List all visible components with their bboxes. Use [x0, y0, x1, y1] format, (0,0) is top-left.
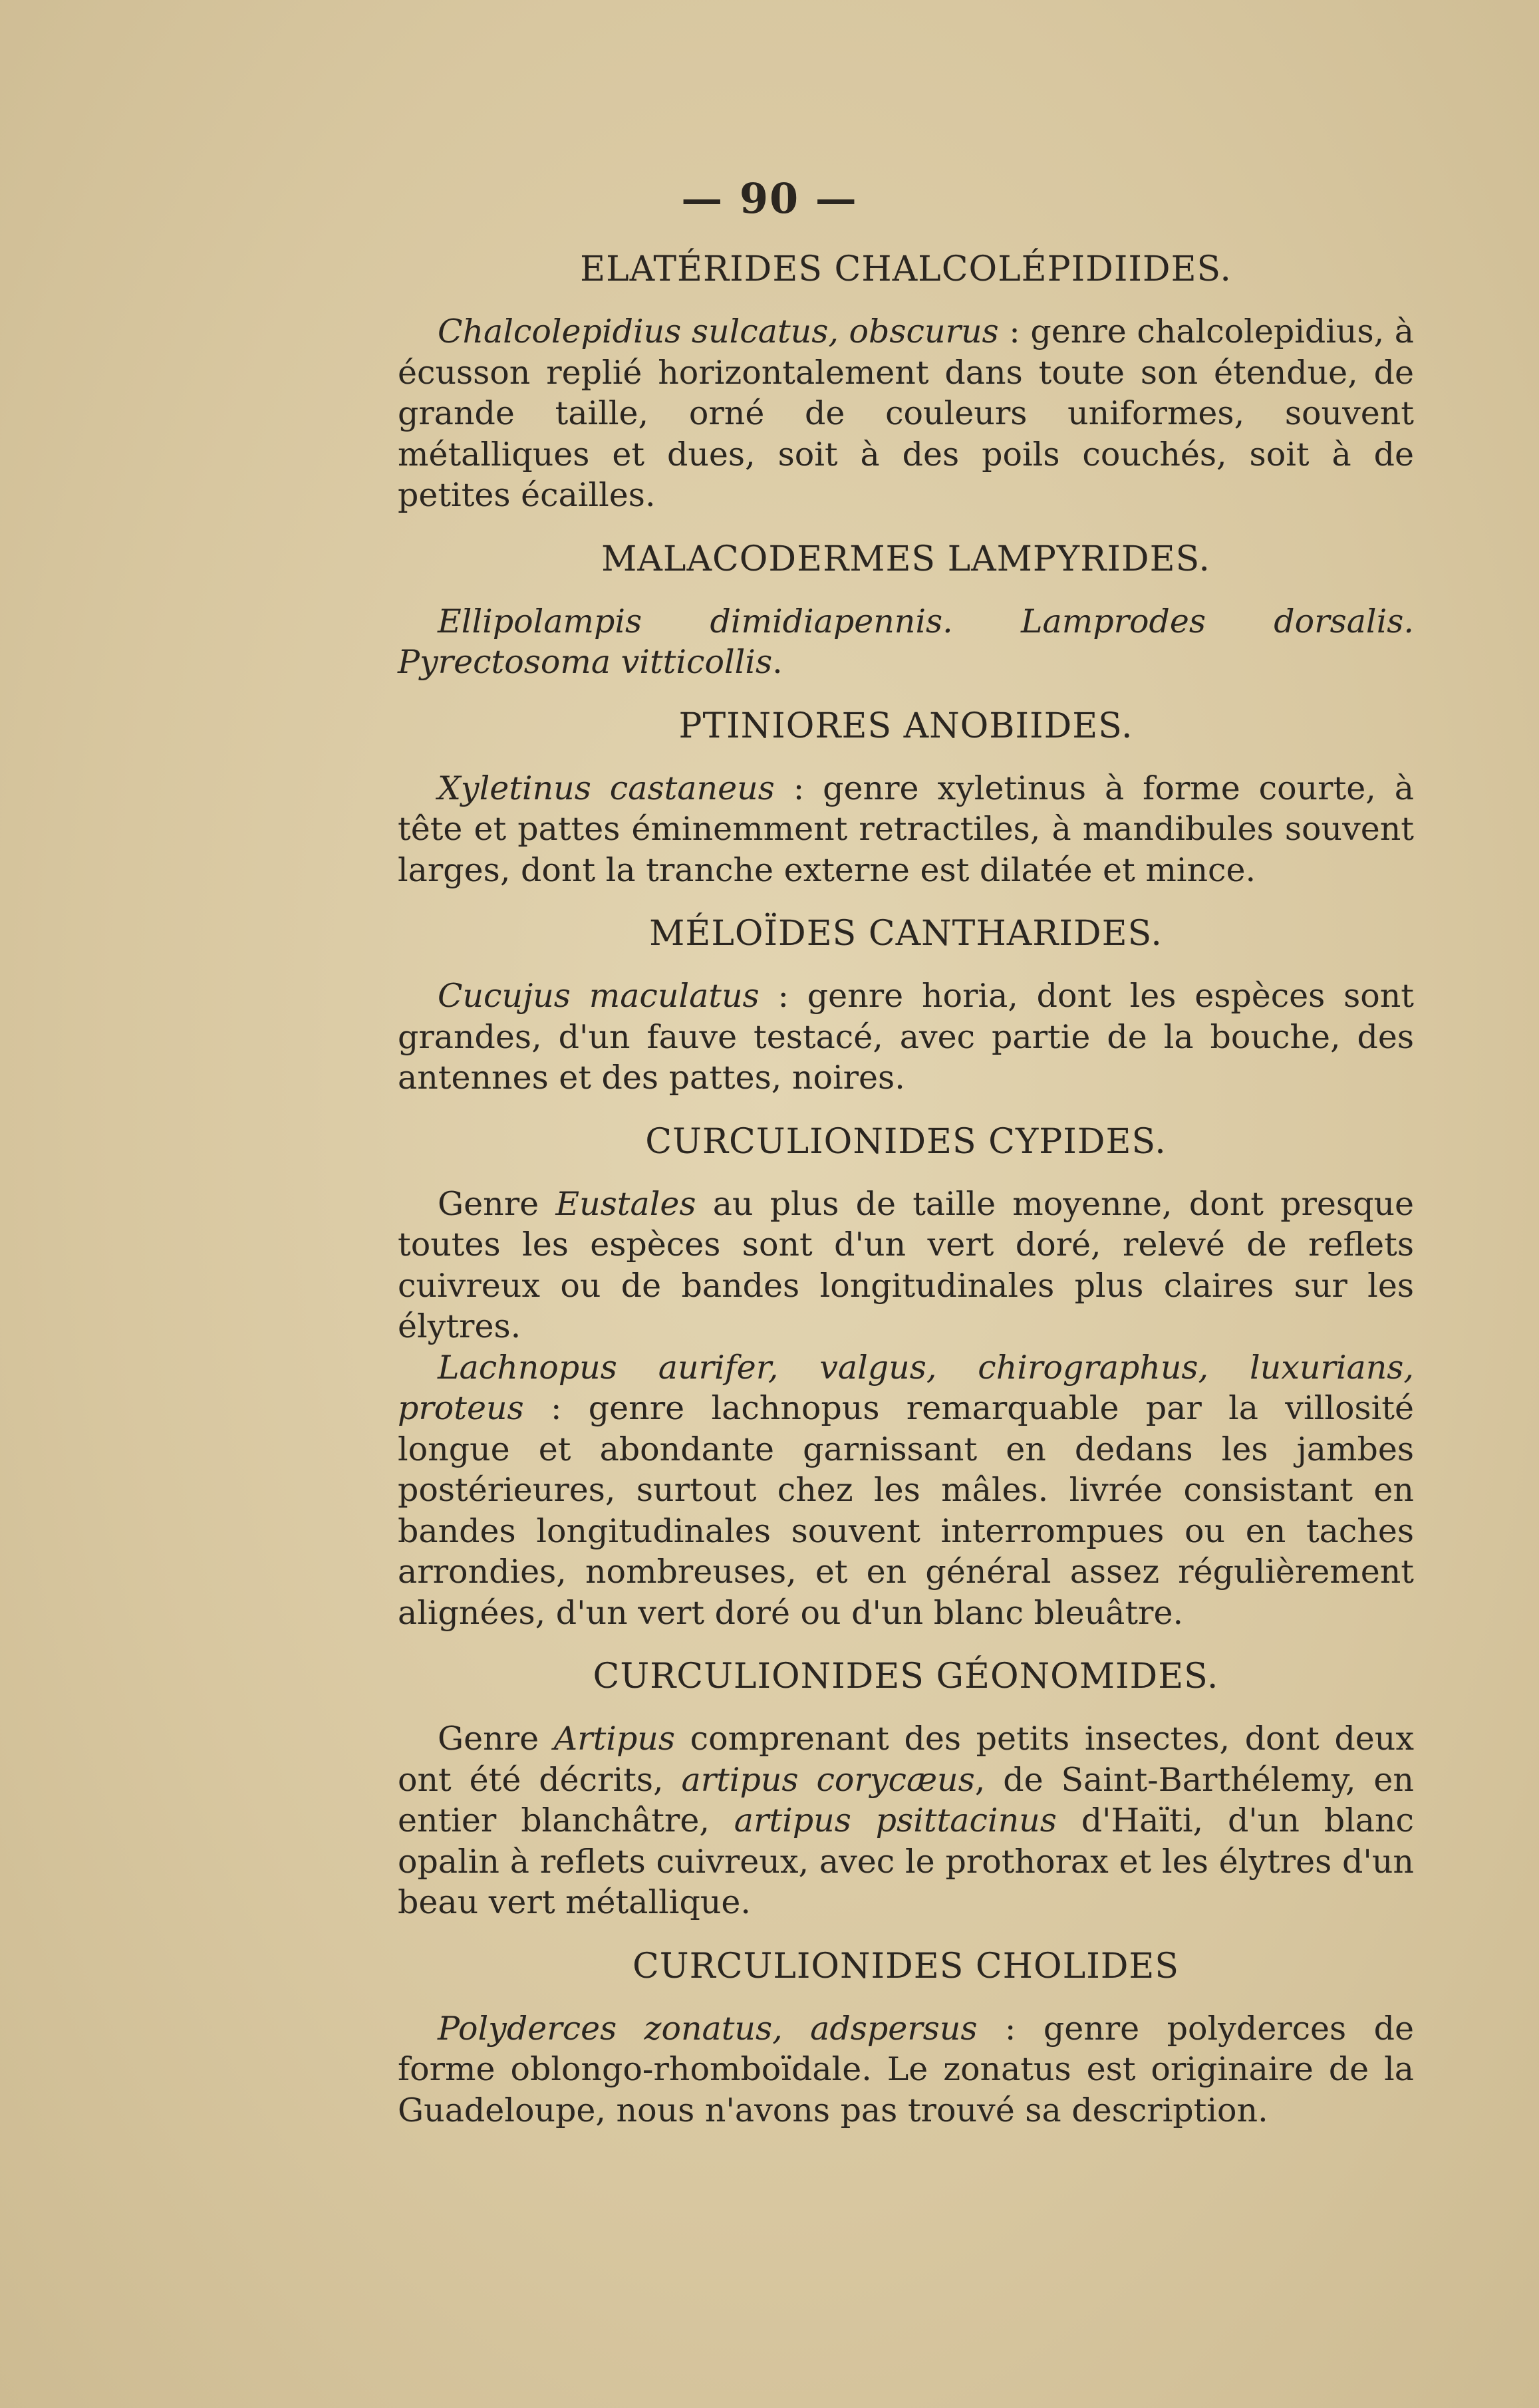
section [398, 536, 1414, 683]
text-run: Genre [438, 1184, 556, 1223]
text-run: : genre xyletinus à forme courte, à tête et pattes éminemment retractiles, à mandibules souvent larges, dont la tranche externe est dilatée et mince. [398, 769, 1414, 889]
page-body [398, 246, 1414, 2131]
text-run: Genre [438, 1720, 554, 1758]
paragraph [398, 976, 1414, 1099]
text-run: comprenant des petits insectes, dont deux ont été décrits, [398, 1720, 1414, 1799]
page-number: — 90 — [681, 174, 858, 223]
species-name: Chalcolepidius sulcatus, obscurus [438, 313, 999, 350]
section [398, 1943, 1414, 2131]
text-run: , de Saint-Barthélemy, en entier blanchâtre, [398, 1760, 1414, 1839]
section [398, 246, 1414, 516]
species-name: Cucujus maculatus [438, 977, 760, 1015]
section [398, 703, 1414, 891]
paragraph [398, 601, 1414, 683]
species-name: Artipus [553, 1720, 676, 1758]
text-run: au plus de taille moyenne, dont presque toutes les espèces sont d'un vert doré, relevé de reflets cuivreux ou de bandes longitudinales plus claires sur les élytres. [398, 1184, 1414, 1345]
text-run: d'Haïti, d'un blanc opalin à reflets cuivreux, avec le prothorax et les élytres d'un beau vert métallique. [398, 1802, 1414, 1921]
section-heading: MÉLOÏDES CANTHARIDES. [649, 914, 1163, 954]
paragraph [398, 2008, 1414, 2131]
text-run: : genre lachnopus remarquable par la villosité longue et abondante garnissant en dedans les jambes postérieures, surtout chez les mâles. livrée consistant en bandes longitudinales souvent interrompues ou en taches arrondies, nombreuses, et en général assez régulièrement alignées, d'un vert doré ou d'un blanc bleuâtre. [398, 1389, 1414, 1632]
section-heading: CURCULIONIDES CHOLIDES [632, 1946, 1180, 1986]
species-name: Eustales [555, 1184, 696, 1223]
section [398, 1653, 1414, 1923]
section-heading: PTINIORES ANOBIIDES. [678, 706, 1133, 746]
species-name: Lachnopus aurifer, valgus, chirographus, luxurians, proteus [398, 1348, 1414, 1427]
section-heading: CURCULIONIDES GÉONOMIDES. [593, 1657, 1219, 1696]
species-name: artipus psittacinus [734, 1802, 1057, 1839]
species-name: artipus corycæus [681, 1760, 975, 1799]
paragraph [398, 311, 1414, 516]
section-heading: ELATÉRIDES CHALCOLÉPIDIIDES. [580, 249, 1232, 289]
species-name: Xyletinus castaneus [438, 769, 775, 807]
section-heading: MALACODERMES LAMPYRIDES. [601, 539, 1210, 579]
section [398, 910, 1414, 1099]
section-heading: CURCULIONIDES CYPIDES. [645, 1121, 1167, 1162]
text-run: : genre chalcolepidius, à écusson replié horizontalement dans toute son étendue, de grande taille, orné de couleurs uniformes, souvent métalliques et dues, soit à des poils couchés, soit à de petites écailles. [398, 313, 1414, 514]
species-name: Polyderces zonatus, adspersus [438, 2009, 978, 2048]
text-run: . [772, 643, 783, 681]
paragraph [398, 1184, 1414, 1347]
paragraph [398, 768, 1414, 891]
paragraph [398, 1718, 1414, 1923]
text-run: : genre polyderces de forme oblongo-rhomboïdale. Le zonatus est originaire de la Guadeloupe, nous n'avons pas trouvé sa description. [398, 2009, 1414, 2129]
text-run: : genre horia, dont les espèces sont grandes, d'un fauve testacé, avec partie de la bouche, des antennes et des pattes, noires. [398, 977, 1414, 1097]
paragraph [398, 1347, 1414, 1634]
section [398, 1119, 1414, 1634]
species-name: Ellipolampis dimidiapennis. Lamprodes dorsalis. Pyrectosoma vitticollis [398, 602, 1414, 681]
